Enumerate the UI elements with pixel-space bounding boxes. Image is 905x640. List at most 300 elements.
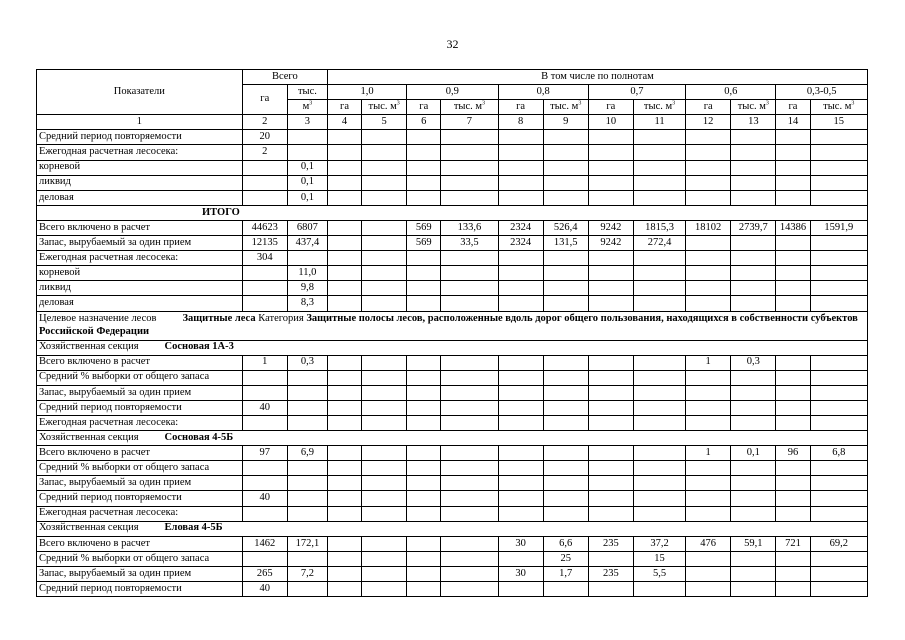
table-cell bbox=[810, 130, 868, 145]
table-cell bbox=[498, 370, 543, 385]
purpose-row bbox=[37, 311, 868, 340]
table-cell bbox=[633, 582, 685, 597]
table-cell bbox=[407, 370, 441, 385]
table-cell bbox=[362, 281, 407, 296]
row-label: корневой bbox=[37, 266, 243, 281]
table-cell bbox=[362, 130, 407, 145]
table-cell bbox=[441, 582, 498, 597]
table-cell bbox=[810, 251, 868, 266]
table-row bbox=[37, 370, 868, 385]
table-cell: 721 bbox=[776, 536, 810, 551]
table-cell bbox=[498, 296, 543, 311]
table-cell bbox=[810, 355, 868, 370]
table-cell bbox=[686, 370, 731, 385]
table-cell: 69,2 bbox=[810, 536, 868, 551]
table-cell bbox=[498, 175, 543, 190]
table-cell bbox=[731, 506, 776, 521]
table-cell bbox=[810, 415, 868, 430]
density-ha-header: га bbox=[686, 100, 731, 115]
table-cell: 1591,9 bbox=[810, 220, 868, 235]
table-cell bbox=[588, 370, 633, 385]
table-cell bbox=[362, 551, 407, 566]
section-name: Сосновая 1А-3 bbox=[164, 341, 234, 353]
table-cell bbox=[498, 506, 543, 521]
table-cell bbox=[686, 266, 731, 281]
table-cell: 9242 bbox=[588, 236, 633, 251]
section-label: Хозяйственная секция bbox=[39, 431, 139, 443]
table-cell bbox=[407, 491, 441, 506]
table-cell bbox=[588, 476, 633, 491]
table-cell bbox=[407, 355, 441, 370]
table-cell bbox=[543, 355, 588, 370]
column-number: 7 bbox=[441, 115, 498, 130]
table-cell bbox=[633, 190, 685, 205]
table-cell bbox=[633, 355, 685, 370]
table-cell bbox=[588, 175, 633, 190]
column-number: 6 bbox=[407, 115, 441, 130]
row-label: ликвид bbox=[37, 175, 243, 190]
table-cell bbox=[776, 145, 810, 160]
table-cell bbox=[588, 190, 633, 205]
table-cell: 6,6 bbox=[543, 536, 588, 551]
table-cell bbox=[242, 461, 287, 476]
table-cell bbox=[407, 251, 441, 266]
table-cell bbox=[633, 491, 685, 506]
density-header: 0,7 bbox=[588, 85, 685, 100]
table-cell bbox=[810, 281, 868, 296]
table-cell bbox=[441, 551, 498, 566]
row-label: Запас, вырубаемый за один прием bbox=[37, 476, 243, 491]
table-cell bbox=[407, 296, 441, 311]
column-number: 12 bbox=[686, 115, 731, 130]
table-row bbox=[37, 145, 868, 160]
table-cell bbox=[407, 415, 441, 430]
table-cell bbox=[362, 145, 407, 160]
table-cell bbox=[776, 566, 810, 581]
table-row bbox=[37, 476, 868, 491]
row-label: Всего включено в расчет bbox=[37, 446, 243, 461]
density-thous-m3-header: тыс. $м^3$ bbox=[731, 100, 776, 115]
purpose-cell bbox=[37, 311, 868, 340]
table-cell bbox=[810, 175, 868, 190]
table-cell bbox=[287, 461, 327, 476]
column-number: 8 bbox=[498, 115, 543, 130]
table-cell: 1 bbox=[686, 446, 731, 461]
table-cell bbox=[543, 160, 588, 175]
table-cell bbox=[441, 251, 498, 266]
table-cell bbox=[362, 160, 407, 175]
header-row-1 bbox=[37, 70, 868, 85]
table-cell bbox=[441, 145, 498, 160]
table-cell bbox=[731, 566, 776, 581]
table-cell bbox=[327, 296, 361, 311]
table-row bbox=[37, 220, 868, 235]
table-cell bbox=[362, 370, 407, 385]
table-cell bbox=[543, 281, 588, 296]
table-cell: 6,9 bbox=[287, 446, 327, 461]
table-cell: 40 bbox=[242, 582, 287, 597]
section-name: Сосновая 4-5Б bbox=[164, 431, 234, 443]
table-cell bbox=[498, 461, 543, 476]
table-cell bbox=[407, 385, 441, 400]
table-cell bbox=[686, 251, 731, 266]
table-cell bbox=[362, 400, 407, 415]
table-cell: 0,3 bbox=[731, 355, 776, 370]
table-cell: 20 bbox=[242, 130, 287, 145]
density-ha-header: га bbox=[776, 100, 810, 115]
table-cell bbox=[362, 491, 407, 506]
table-cell bbox=[287, 476, 327, 491]
row-label: Ежегодная расчетная лесосека: bbox=[37, 506, 243, 521]
table-cell bbox=[776, 491, 810, 506]
table-cell bbox=[287, 370, 327, 385]
table-cell bbox=[731, 175, 776, 190]
table-cell bbox=[731, 160, 776, 175]
table-cell bbox=[633, 400, 685, 415]
table-cell bbox=[441, 506, 498, 521]
table-cell: 0,1 bbox=[287, 175, 327, 190]
table-cell bbox=[776, 355, 810, 370]
table-cell bbox=[686, 236, 731, 251]
table-cell bbox=[588, 296, 633, 311]
table-cell bbox=[731, 415, 776, 430]
table-cell bbox=[588, 582, 633, 597]
table-cell bbox=[242, 266, 287, 281]
table-cell bbox=[588, 160, 633, 175]
density-thous-m3-header: тыс. $м^3$ bbox=[441, 100, 498, 115]
row-label: Всего включено в расчет bbox=[37, 220, 243, 235]
table-cell bbox=[407, 190, 441, 205]
table-cell bbox=[362, 446, 407, 461]
table-cell bbox=[633, 281, 685, 296]
total-ha-header: га bbox=[242, 85, 287, 115]
table-cell bbox=[633, 160, 685, 175]
column-number: 11 bbox=[633, 115, 685, 130]
table-cell bbox=[327, 385, 361, 400]
column-number: 14 bbox=[776, 115, 810, 130]
purpose-value: Защитные леса bbox=[182, 313, 256, 325]
table-cell bbox=[810, 582, 868, 597]
table-cell bbox=[407, 281, 441, 296]
table-cell bbox=[498, 385, 543, 400]
table-cell: 97 bbox=[242, 446, 287, 461]
table-cell bbox=[287, 400, 327, 415]
row-label: корневой bbox=[37, 160, 243, 175]
table-cell bbox=[686, 145, 731, 160]
table-cell bbox=[441, 461, 498, 476]
section-label: Хозяйственная секция bbox=[39, 341, 139, 353]
table-cell bbox=[242, 296, 287, 311]
density-thous-m3-header: тыс. $м^3$ bbox=[810, 100, 868, 115]
table-cell bbox=[633, 296, 685, 311]
table-cell bbox=[287, 385, 327, 400]
table-cell bbox=[407, 536, 441, 551]
table-cell: 11,0 bbox=[287, 266, 327, 281]
table-cell bbox=[498, 251, 543, 266]
table-cell: 476 bbox=[686, 536, 731, 551]
table-cell: 1 bbox=[686, 355, 731, 370]
column-number: 4 bbox=[327, 115, 361, 130]
table-cell bbox=[588, 355, 633, 370]
row-label: Средний % выборки от общего запаса bbox=[37, 370, 243, 385]
table-cell bbox=[327, 566, 361, 581]
table-cell: 15 bbox=[633, 551, 685, 566]
table-cell bbox=[327, 506, 361, 521]
table-cell bbox=[588, 400, 633, 415]
table-cell bbox=[287, 491, 327, 506]
table-cell bbox=[362, 506, 407, 521]
table-cell bbox=[407, 266, 441, 281]
row-label: Запас, вырубаемый за один прием bbox=[37, 385, 243, 400]
table-cell bbox=[327, 251, 361, 266]
table-cell: 40 bbox=[242, 400, 287, 415]
table-cell: 2739,7 bbox=[731, 220, 776, 235]
table-cell bbox=[287, 582, 327, 597]
table-cell bbox=[441, 400, 498, 415]
row-label: Ежегодная расчетная лесосека: bbox=[37, 251, 243, 266]
table-cell: 569 bbox=[407, 220, 441, 235]
column-number: 9 bbox=[543, 115, 588, 130]
table-cell bbox=[441, 536, 498, 551]
table-cell: 59,1 bbox=[731, 536, 776, 551]
table-cell bbox=[588, 491, 633, 506]
purpose-label: Целевое назначение лесов bbox=[39, 313, 157, 325]
table-cell bbox=[810, 145, 868, 160]
table-cell: 272,4 bbox=[633, 236, 685, 251]
section-cell bbox=[37, 340, 868, 355]
row-label: деловая bbox=[37, 296, 243, 311]
table-cell bbox=[441, 190, 498, 205]
table-cell bbox=[776, 251, 810, 266]
row-label: Средний период повторяемости bbox=[37, 491, 243, 506]
table-cell bbox=[441, 415, 498, 430]
table-cell bbox=[327, 130, 361, 145]
table-cell bbox=[776, 385, 810, 400]
table-cell bbox=[362, 355, 407, 370]
table-cell bbox=[362, 266, 407, 281]
table-cell bbox=[362, 236, 407, 251]
density-thous-m3-header: тыс. $м^3$ bbox=[362, 100, 407, 115]
table-cell bbox=[810, 266, 868, 281]
table-cell bbox=[327, 551, 361, 566]
table-cell bbox=[686, 175, 731, 190]
table-cell: 304 bbox=[242, 251, 287, 266]
table-cell bbox=[362, 251, 407, 266]
table-cell bbox=[441, 266, 498, 281]
table-cell bbox=[242, 281, 287, 296]
table-row bbox=[37, 385, 868, 400]
table-cell bbox=[327, 266, 361, 281]
density-header: 0,9 bbox=[407, 85, 498, 100]
table-cell bbox=[407, 400, 441, 415]
table-cell: 9,8 bbox=[287, 281, 327, 296]
table-cell: 30 bbox=[498, 566, 543, 581]
table-cell bbox=[731, 251, 776, 266]
table-row bbox=[37, 506, 868, 521]
table-cell bbox=[407, 160, 441, 175]
table-cell: 6,8 bbox=[810, 446, 868, 461]
table-cell bbox=[543, 506, 588, 521]
table-cell: 40 bbox=[242, 491, 287, 506]
table-cell: 1 bbox=[242, 355, 287, 370]
table-cell: 5,5 bbox=[633, 566, 685, 581]
column-number: 1 bbox=[37, 115, 243, 130]
table-cell bbox=[633, 461, 685, 476]
table-cell bbox=[242, 506, 287, 521]
density-header: 0,3-0,5 bbox=[776, 85, 868, 100]
table-cell bbox=[327, 190, 361, 205]
table-row bbox=[37, 461, 868, 476]
table-cell bbox=[686, 506, 731, 521]
table-cell bbox=[362, 220, 407, 235]
table-cell bbox=[362, 385, 407, 400]
table-cell bbox=[776, 400, 810, 415]
table-cell bbox=[498, 476, 543, 491]
table-cell bbox=[588, 551, 633, 566]
table-cell bbox=[498, 281, 543, 296]
table-cell bbox=[441, 476, 498, 491]
table-cell bbox=[633, 506, 685, 521]
page-number: 32 bbox=[446, 37, 459, 51]
table-cell bbox=[362, 415, 407, 430]
table-cell: 0,3 bbox=[287, 355, 327, 370]
density-thous-m3-header: тыс. $м^3$ bbox=[543, 100, 588, 115]
table-cell bbox=[776, 551, 810, 566]
density-ha-header: га bbox=[407, 100, 441, 115]
table-cell bbox=[498, 130, 543, 145]
table-cell bbox=[776, 296, 810, 311]
table-cell bbox=[731, 145, 776, 160]
table-cell bbox=[731, 190, 776, 205]
table-cell bbox=[588, 385, 633, 400]
table-cell bbox=[731, 476, 776, 491]
density-ha-header: га bbox=[498, 100, 543, 115]
table-cell bbox=[543, 476, 588, 491]
table-cell bbox=[441, 566, 498, 581]
table-row bbox=[37, 296, 868, 311]
table-cell bbox=[543, 145, 588, 160]
table-cell bbox=[362, 190, 407, 205]
forest-table bbox=[36, 69, 868, 597]
table-cell bbox=[686, 491, 731, 506]
table-cell bbox=[543, 582, 588, 597]
table-cell: 172,1 bbox=[287, 536, 327, 551]
table-cell: 37,2 bbox=[633, 536, 685, 551]
table-cell bbox=[327, 461, 361, 476]
table-cell bbox=[810, 296, 868, 311]
table-cell bbox=[242, 160, 287, 175]
density-header: 0,8 bbox=[498, 85, 588, 100]
table-cell bbox=[543, 266, 588, 281]
density-ha-header: га bbox=[588, 100, 633, 115]
column-number-row bbox=[37, 115, 868, 130]
table-cell bbox=[242, 175, 287, 190]
table-cell bbox=[776, 506, 810, 521]
table-cell: 235 bbox=[588, 536, 633, 551]
table-row bbox=[37, 175, 868, 190]
table-cell bbox=[407, 446, 441, 461]
table-cell bbox=[498, 145, 543, 160]
table-cell: 1462 bbox=[242, 536, 287, 551]
table-cell bbox=[441, 175, 498, 190]
table-row bbox=[37, 236, 868, 251]
row-label: Всего включено в расчет bbox=[37, 355, 243, 370]
itogo-label: ИТОГО bbox=[37, 205, 868, 220]
table-cell bbox=[441, 446, 498, 461]
row-label: ликвид bbox=[37, 281, 243, 296]
table-cell: 25 bbox=[543, 551, 588, 566]
table-cell bbox=[498, 415, 543, 430]
table-cell bbox=[810, 551, 868, 566]
row-label: Ежегодная расчетная лесосека: bbox=[37, 415, 243, 430]
table-cell: 0,1 bbox=[287, 160, 327, 175]
table-cell bbox=[686, 461, 731, 476]
table-cell bbox=[776, 130, 810, 145]
table-row bbox=[37, 130, 868, 145]
table-cell bbox=[588, 251, 633, 266]
table-cell: 44623 bbox=[242, 220, 287, 235]
table-cell bbox=[543, 385, 588, 400]
table-cell bbox=[441, 355, 498, 370]
indicators-header: Показатели bbox=[37, 70, 243, 115]
table-cell: 437,4 bbox=[287, 236, 327, 251]
section-label: Хозяйственная секция bbox=[39, 522, 139, 534]
table-cell: 131,5 bbox=[543, 236, 588, 251]
table-cell bbox=[588, 281, 633, 296]
table-cell bbox=[327, 446, 361, 461]
table-row bbox=[37, 251, 868, 266]
table-cell bbox=[686, 476, 731, 491]
table-cell bbox=[287, 251, 327, 266]
table-cell bbox=[498, 400, 543, 415]
table-cell bbox=[543, 370, 588, 385]
table-cell: 6807 bbox=[287, 220, 327, 235]
table-cell bbox=[810, 566, 868, 581]
table-cell bbox=[588, 266, 633, 281]
section-row bbox=[37, 521, 868, 536]
total-thous-header: тыс. bbox=[287, 85, 327, 100]
table-cell: 265 bbox=[242, 566, 287, 581]
table-cell bbox=[327, 491, 361, 506]
table-cell bbox=[776, 461, 810, 476]
section-name: Еловая 4-5Б bbox=[164, 522, 223, 534]
table-cell bbox=[588, 130, 633, 145]
table-cell bbox=[543, 461, 588, 476]
table-cell bbox=[498, 582, 543, 597]
table-cell bbox=[407, 506, 441, 521]
table-cell bbox=[686, 160, 731, 175]
table-cell: 30 bbox=[498, 536, 543, 551]
table-cell bbox=[543, 175, 588, 190]
table-row bbox=[37, 355, 868, 370]
category-text: Защитные полосы лесов, расположенные вдоль дорог общего пользования, находящихся в собственности субъектов Российской Федерации bbox=[39, 313, 858, 337]
table-cell: 9242 bbox=[588, 220, 633, 235]
density-ha-header: га bbox=[327, 100, 361, 115]
section-row bbox=[37, 431, 868, 446]
table-cell bbox=[498, 491, 543, 506]
itogo-row bbox=[37, 205, 868, 220]
table-cell bbox=[327, 160, 361, 175]
table-cell bbox=[633, 415, 685, 430]
table-cell bbox=[776, 476, 810, 491]
table-row bbox=[37, 582, 868, 597]
table-cell bbox=[686, 190, 731, 205]
table-cell bbox=[498, 551, 543, 566]
table-cell: 1,7 bbox=[543, 566, 588, 581]
table-cell bbox=[686, 281, 731, 296]
table-cell bbox=[543, 400, 588, 415]
table-cell bbox=[407, 551, 441, 566]
